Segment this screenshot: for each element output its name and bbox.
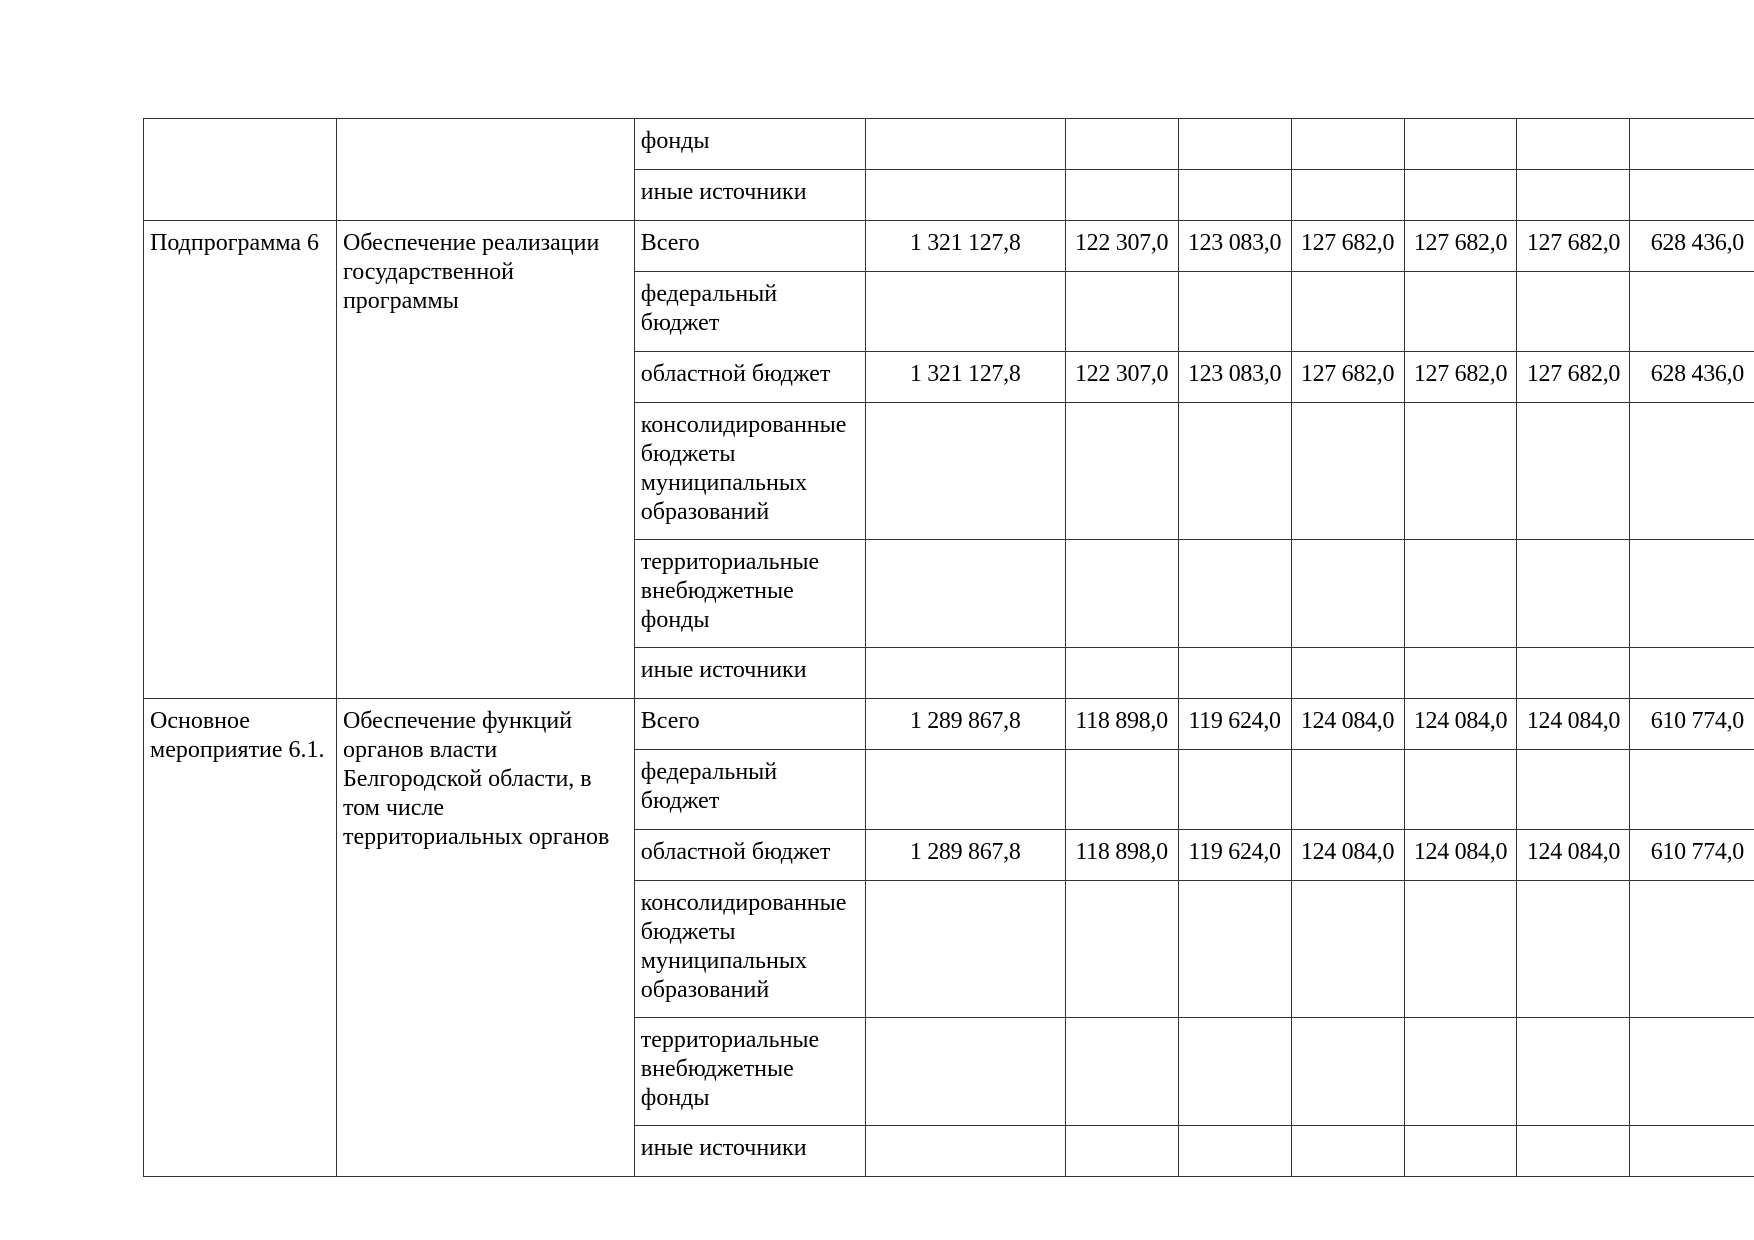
source-cell: территориальные внебюджетные фонды xyxy=(634,540,865,648)
value-cell-1 xyxy=(1065,1018,1178,1126)
source-cell: федеральный бюджет xyxy=(634,272,865,352)
value-cell-6 xyxy=(1630,540,1754,648)
value-cell-2 xyxy=(1178,170,1291,221)
value-cell-5: 124 084,0 xyxy=(1517,830,1630,881)
value-cell-2 xyxy=(1178,272,1291,352)
value-cell-6 xyxy=(1630,881,1754,1018)
value-cell-total: 1 289 867,8 xyxy=(865,699,1065,750)
value-cell-5: 127 682,0 xyxy=(1517,221,1630,272)
value-cell-total xyxy=(865,1018,1065,1126)
value-cell-6 xyxy=(1630,1126,1754,1177)
value-cell-1 xyxy=(1065,648,1178,699)
value-cell-6: 628 436,0 xyxy=(1630,352,1754,403)
value-cell-5 xyxy=(1517,272,1630,352)
value-cell-total: 1 289 867,8 xyxy=(865,830,1065,881)
value-cell-1 xyxy=(1065,750,1178,830)
value-cell-6: 628 436,0 xyxy=(1630,221,1754,272)
value-cell-2 xyxy=(1178,648,1291,699)
value-cell-4: 127 682,0 xyxy=(1404,352,1517,403)
value-cell-5 xyxy=(1517,881,1630,1018)
value-cell-1 xyxy=(1065,170,1178,221)
source-cell: Всего xyxy=(634,221,865,272)
value-cell-2 xyxy=(1178,750,1291,830)
value-cell-1: 122 307,0 xyxy=(1065,221,1178,272)
value-cell-5: 124 084,0 xyxy=(1517,699,1630,750)
value-cell-5 xyxy=(1517,170,1630,221)
value-cell-total xyxy=(865,403,1065,540)
table-row xyxy=(144,699,1754,750)
value-cell-4 xyxy=(1404,119,1517,170)
value-cell-2 xyxy=(1178,403,1291,540)
value-cell-total xyxy=(865,1126,1065,1177)
source-cell: консолидированные бюджеты муниципальных образований xyxy=(634,403,865,540)
value-cell-4: 124 084,0 xyxy=(1404,830,1517,881)
program-title-cell: Обеспечение реализации государственной программы xyxy=(336,221,634,699)
value-cell-total xyxy=(865,750,1065,830)
value-cell-1 xyxy=(1065,881,1178,1018)
source-cell: федеральный бюджет xyxy=(634,750,865,830)
value-cell-5 xyxy=(1517,648,1630,699)
value-cell-3 xyxy=(1291,403,1404,540)
value-cell-3 xyxy=(1291,170,1404,221)
program-title-cell: Обеспечение функций органов власти Белгородской области, в том числе территориальных органов xyxy=(336,699,634,1177)
value-cell-total xyxy=(865,119,1065,170)
value-cell-3 xyxy=(1291,272,1404,352)
value-cell-4 xyxy=(1404,881,1517,1018)
value-cell-4 xyxy=(1404,750,1517,830)
value-cell-4 xyxy=(1404,1126,1517,1177)
source-cell: иные источники xyxy=(634,1126,865,1177)
value-cell-3 xyxy=(1291,1126,1404,1177)
value-cell-1: 118 898,0 xyxy=(1065,699,1178,750)
value-cell-5 xyxy=(1517,1126,1630,1177)
value-cell-3 xyxy=(1291,1018,1404,1126)
value-cell-6 xyxy=(1630,272,1754,352)
source-cell: иные источники xyxy=(634,170,865,221)
value-cell-total xyxy=(865,648,1065,699)
value-cell-2: 123 083,0 xyxy=(1178,221,1291,272)
value-cell-2: 119 624,0 xyxy=(1178,699,1291,750)
value-cell-4 xyxy=(1404,272,1517,352)
program-cell xyxy=(144,119,337,221)
program-cell: Подпрограмма 6 xyxy=(144,221,337,699)
value-cell-2 xyxy=(1178,881,1291,1018)
value-cell-1 xyxy=(1065,272,1178,352)
source-cell: территориальные внебюджетные фонды xyxy=(634,1018,865,1126)
value-cell-6 xyxy=(1630,1018,1754,1126)
value-cell-5: 127 682,0 xyxy=(1517,352,1630,403)
value-cell-4: 127 682,0 xyxy=(1404,221,1517,272)
value-cell-3 xyxy=(1291,750,1404,830)
value-cell-3 xyxy=(1291,119,1404,170)
value-cell-3: 127 682,0 xyxy=(1291,352,1404,403)
value-cell-6 xyxy=(1630,403,1754,540)
value-cell-3 xyxy=(1291,881,1404,1018)
source-cell: консолидированные бюджеты муниципальных образований xyxy=(634,881,865,1018)
value-cell-4 xyxy=(1404,648,1517,699)
value-cell-2: 119 624,0 xyxy=(1178,830,1291,881)
value-cell-5 xyxy=(1517,750,1630,830)
value-cell-6 xyxy=(1630,119,1754,170)
value-cell-5 xyxy=(1517,1018,1630,1126)
value-cell-1 xyxy=(1065,1126,1178,1177)
program-cell: Основное мероприятие 6.1. xyxy=(144,699,337,1177)
value-cell-1 xyxy=(1065,119,1178,170)
value-cell-3: 124 084,0 xyxy=(1291,699,1404,750)
value-cell-1 xyxy=(1065,403,1178,540)
value-cell-total xyxy=(865,272,1065,352)
value-cell-2: 123 083,0 xyxy=(1178,352,1291,403)
table-row xyxy=(144,119,1754,170)
program-title-cell xyxy=(336,119,634,221)
value-cell-5 xyxy=(1517,119,1630,170)
value-cell-5 xyxy=(1517,540,1630,648)
source-cell: фонды xyxy=(634,119,865,170)
source-cell: областной бюджет xyxy=(634,830,865,881)
budget-table xyxy=(143,118,1754,1177)
value-cell-total xyxy=(865,540,1065,648)
value-cell-5 xyxy=(1517,403,1630,540)
value-cell-6 xyxy=(1630,648,1754,699)
value-cell-3: 124 084,0 xyxy=(1291,830,1404,881)
value-cell-total: 1 321 127,8 xyxy=(865,352,1065,403)
value-cell-1: 122 307,0 xyxy=(1065,352,1178,403)
table-row xyxy=(144,221,1754,272)
value-cell-2 xyxy=(1178,119,1291,170)
value-cell-6 xyxy=(1630,750,1754,830)
value-cell-4 xyxy=(1404,170,1517,221)
value-cell-1 xyxy=(1065,540,1178,648)
value-cell-6: 610 774,0 xyxy=(1630,830,1754,881)
value-cell-3 xyxy=(1291,540,1404,648)
value-cell-total xyxy=(865,170,1065,221)
value-cell-4 xyxy=(1404,540,1517,648)
value-cell-total xyxy=(865,881,1065,1018)
value-cell-4 xyxy=(1404,1018,1517,1126)
value-cell-6 xyxy=(1630,170,1754,221)
value-cell-3: 127 682,0 xyxy=(1291,221,1404,272)
source-cell: иные источники xyxy=(634,648,865,699)
value-cell-3 xyxy=(1291,648,1404,699)
value-cell-2 xyxy=(1178,540,1291,648)
value-cell-1: 118 898,0 xyxy=(1065,830,1178,881)
value-cell-total: 1 321 127,8 xyxy=(865,221,1065,272)
value-cell-2 xyxy=(1178,1018,1291,1126)
table-body xyxy=(144,119,1754,1177)
source-cell: Всего xyxy=(634,699,865,750)
value-cell-2 xyxy=(1178,1126,1291,1177)
value-cell-6: 610 774,0 xyxy=(1630,699,1754,750)
value-cell-4 xyxy=(1404,403,1517,540)
source-cell: областной бюджет xyxy=(634,352,865,403)
value-cell-4: 124 084,0 xyxy=(1404,699,1517,750)
